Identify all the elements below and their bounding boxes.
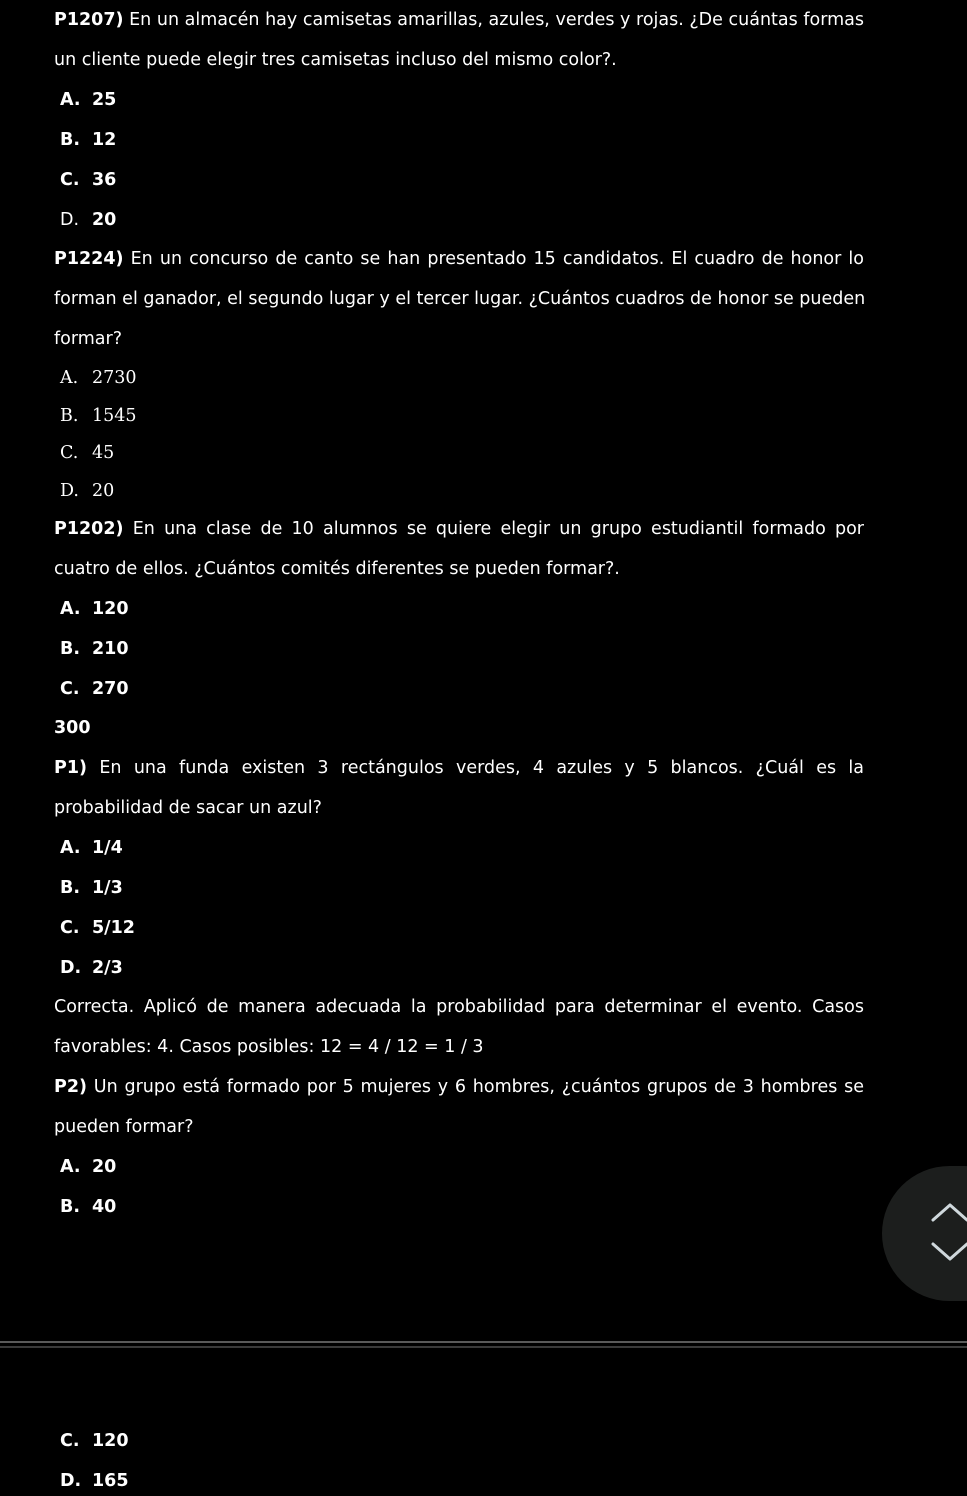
question-p1224-line-3: formar? — [54, 329, 123, 349]
question-p2-line-2: pueden formar? — [54, 1117, 194, 1137]
option-a: A. 25 — [60, 90, 117, 110]
feedback-line-1: Correcta. Aplicó de manera adecuada la probabilidad para determinar el evento. Casos — [54, 997, 864, 1017]
chevron-down-icon — [930, 1240, 967, 1264]
question-label: P1207) — [54, 10, 124, 30]
divider-rule — [0, 1341, 967, 1343]
question-p1202-line-2: cuatro de ellos. ¿Cuántos comités diferentes se pueden formar?. — [54, 559, 620, 579]
option-b: B. 40 — [60, 1197, 117, 1217]
question-label: P1) — [54, 758, 88, 778]
option-b: B. 12 — [60, 130, 117, 150]
question-p1-line-2: probabilidad de sacar un azul? — [54, 798, 322, 818]
option-c: C. 120 — [60, 1431, 129, 1451]
feedback-formula: 12 = 4 / 12 = 1 / 3 — [320, 1037, 484, 1057]
option-a: A. 120 — [60, 599, 129, 619]
option-d: D. 2/3 — [60, 958, 123, 978]
option-b: B. 1545 — [60, 406, 137, 426]
option-c: C. 45 — [60, 443, 115, 463]
question-label: P1224) — [54, 249, 124, 269]
option-c: C. 5/12 — [60, 918, 135, 938]
page-divider — [0, 1341, 967, 1349]
option-b: B. 210 — [60, 639, 129, 659]
option-a: A. 2730 — [60, 368, 137, 388]
chevron-up-icon — [930, 1200, 967, 1224]
question-p1224-line-1: P1224) En un concurso de canto se han presentado 15 candidatos. El cuadro de honor lo — [54, 249, 864, 269]
option-d: D. 20 — [60, 210, 117, 230]
divider-rule — [0, 1346, 967, 1348]
question-label: P1202) — [54, 519, 124, 539]
option-c: C. 36 — [60, 170, 117, 190]
scroll-down-button[interactable] — [930, 1240, 967, 1264]
question-p2-line-1: P2) Un grupo está formado por 5 mujeres y 6 hombres, ¿cuántos grupos de 3 hombres se — [54, 1077, 864, 1097]
question-p1207-line-2: un cliente puede elegir tres camisetas incluso del mismo color?. — [54, 50, 617, 70]
scroll-up-button[interactable] — [930, 1200, 967, 1224]
question-p1202-line-1: P1202) En una clase de 10 alumnos se quiere elegir un grupo estudiantil formado por — [54, 519, 864, 539]
option-d: D. 20 — [60, 481, 115, 501]
question-label: P2) — [54, 1077, 88, 1097]
option-unlabeled: 300 — [54, 718, 91, 738]
option-b: B. 1/3 — [60, 878, 123, 898]
option-d: D. 165 — [60, 1471, 129, 1491]
option-a: A. 20 — [60, 1157, 117, 1177]
question-p1207-line-1: P1207) En un almacén hay camisetas amarillas, azules, verdes y rojas. ¿De cuántas formas — [54, 10, 864, 30]
question-p1-line-1: P1) En una funda existen 3 rectángulos verdes, 4 azules y 5 blancos. ¿Cuál es la — [54, 758, 864, 778]
feedback-line-2: favorables: 4. Casos posibles: 12 = 4 / 12 = 1 / 3 — [54, 1037, 484, 1057]
question-p1224-line-2: forman el ganador, el segundo lugar y el tercer lugar. ¿Cuántos cuadros de honor se pueden — [54, 289, 866, 309]
option-c: C. 270 — [60, 679, 129, 699]
scroll-nav-widget — [882, 1166, 967, 1301]
option-a: A. 1/4 — [60, 838, 123, 858]
